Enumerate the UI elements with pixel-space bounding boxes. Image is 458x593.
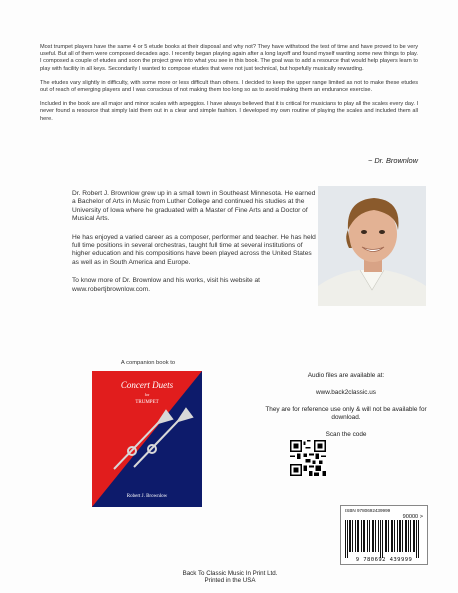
cover-instrument: TRUMPET [135, 400, 159, 405]
bio-paragraph-2: He has enjoyed a varied career as a composer, performer and teacher. He has held full time positions in several orchestras, taught full time at several institutions of higher education and his compositions have been played across the United States as well as in South America and Europe. [72, 233, 316, 266]
audio-line: Audio files are available at: [307, 372, 385, 379]
barcode-digits: 9 780692 439999 [355, 557, 413, 563]
intro-paragraph-3: Included in the book are all major and minor scales with arpeggios. I have always believed that it is critical for musicians to play all the scales every day. I never found a resource that simply laid them out in a clear and simple fashion. I developed my own routine of playing the scales and included them all here. [40, 101, 418, 122]
isbn-label: ISBN 9780692439999 [345, 508, 391, 513]
signature: ~ Dr. Brownlow [367, 156, 418, 165]
intro-paragraph-1: Most trumpet players have the same 4 or 5 etude books at their disposal and why not? They have withstood the test of time and have proved to be very useful. But all of them were composed decades ago. I recently began playing again after a long layoff and found myself wanting some new things to play. I composed a couple of etudes and soon the project grew into what you see in this book. The goal was to add a resource that would help players learn to play with facility in all keys. Secondarily I wanted to compose etudes that were not just technical, but hopefully musically rewarding. [40, 44, 418, 72]
cover-artwork [92, 371, 202, 507]
companion-label: A companion book to [120, 360, 176, 366]
price-code: 90000 > [402, 514, 423, 520]
cover-title: Concert Duets [120, 380, 174, 390]
printed-in: Printed in the USA [204, 577, 256, 585]
intro-text [40, 44, 418, 130]
audio-info [258, 372, 434, 448]
website-line: To know more of Dr. Brownlow and his works, visit his website at [72, 277, 260, 285]
publisher-name: Back To Classic Music In Print Ltd. [182, 570, 278, 577]
scan-instruction: Scan the code [325, 431, 367, 438]
audio-note: They are for reference use only & will not be available for download. [265, 406, 427, 421]
cover-author: Robert J. Brownlow [126, 494, 168, 499]
bio-website [72, 277, 317, 294]
bio-paragraph-1: Dr. Robert J. Brownlow grew up in a small town in Southeast Minnesota. He earned a Bachelor of Arts in Music from Luther College and continued his studies at the University of Iowa where he graduated with a Master of Fine Arts and a Doctor of Musical Arts. [72, 190, 316, 223]
intro-paragraph-2: The etudes vary slightly in difficulty, with some more or less difficult than others. I decided to keep the upper range limited as not to make these etudes out of reach of emerging players and I was conscious of not making them too long so as to avoid making them an endurance exercise. [40, 79, 418, 94]
website-url: www.robertjbrownlow.com. [72, 285, 151, 293]
author-bio [72, 190, 317, 304]
author-photo [318, 186, 426, 306]
price-code-value: 90000 [402, 514, 419, 520]
qr-code-icon[interactable] [290, 440, 326, 476]
barcode-bars [342, 520, 426, 558]
author-portrait-image [318, 186, 426, 306]
cover-for: for [144, 392, 150, 397]
isbn-barcode [340, 505, 428, 565]
audio-url[interactable]: www.back2classic.us [315, 389, 377, 396]
publisher-info [130, 570, 330, 585]
companion-book-cover [92, 371, 202, 507]
